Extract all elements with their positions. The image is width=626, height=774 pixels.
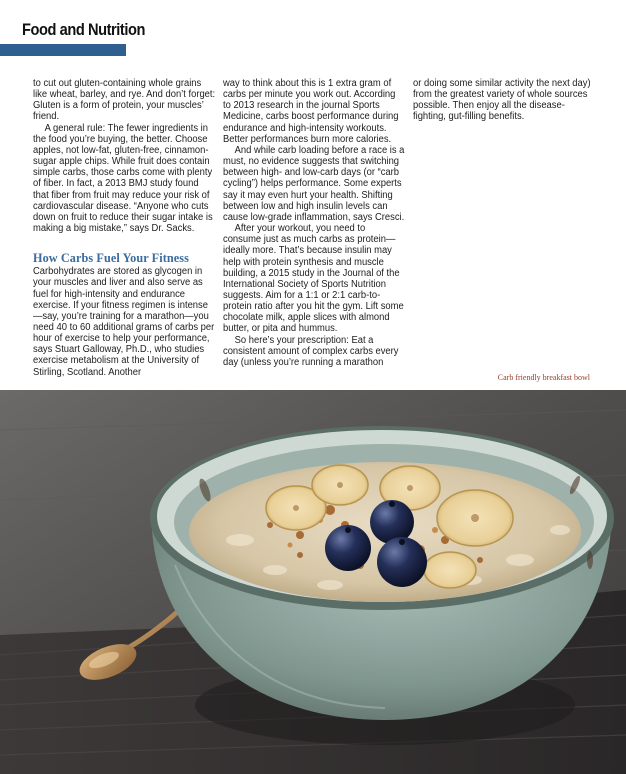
paragraph: And while carb loading before a race is a must, no evidence suggests that switching between high- and low-carb days (or “carb cycling”) helps performance. Some experts say it may even hurt your health. Shifting between low and high insulin levels can cause low-grade inflammation, says Cresci. (223, 144, 405, 223)
photo-caption: Carb friendly breakfast bowl (497, 373, 590, 382)
paragraph: After your workout, you need to consume just as much carbs as protein—ideally more. That’s because insulin may help with protein synthesis and muscle building, a 2015 study in the Journal of the International Society of Sports Nutrition suggests. Aim for a 1:1 or 2:1 carb-to-protein ratio after you hit the gym. Lift some chocolate milk, apple slices with almond butter, or pita and hummus. (223, 223, 404, 335)
paragraph: So here’s your prescription: Eat a consistent amount of complex carbs every day (unless you’re running a marathon (223, 334, 399, 368)
paragraph: way to think about this is 1 extra gram of carbs per minute you work out. According to 2013 research in the journal Sports Medicine, carbs boost performance during endurance and high-intensity workouts. Better performances burn more calories. (223, 78, 399, 145)
paragraph: A general rule: The fewer ingredients in the food you’re buying, the better. Choose apples, not low-fat, gluten-free, cinnamon-sugar apple chips. While fruit does contain simple carbs, those carbs come with plenty of fiber. In fact, a 2013 BMJ study found that fiber from fruit may reduce your risk of cardiovascular disease. “Anyone who cuts down on fruit to reduce their sugar intake is making a big mistake,” says Dr. Sacks. (33, 122, 213, 235)
article-subhead: How Carbs Fuel Your Fitness (33, 251, 190, 266)
article-column-2 (223, 78, 405, 368)
paragraph: to cut out gluten-containing whole grains like wheat, barley, and rye. And don’t forget: Gluten is a form of protein, your muscles’ friend. (33, 78, 216, 123)
article-column-1 (33, 78, 215, 378)
paragraph: or doing some similar activity the next day) from the greatest variety of whole sources possible. Then enjoy all the disease-fighting, gut-filling benefits. (413, 78, 591, 123)
article-column-3 (413, 78, 595, 123)
paragraph: Carbohydrates are stored as glycogen in your muscles and liver and also serve as fuel for high-intensity and endurance exercise. If your fitness regimen is intense—say, you’re training for a marathon—you need 40 to 60 additional grams of carbs per hour of exercise to help your performance, says Stuart Galloway, Ph.D., who studies exercise metabolism at the University of Stirling, Scotland. Another (33, 266, 215, 378)
section-title: Food and Nutrition (22, 20, 146, 39)
breakfast-bowl-photo (0, 390, 626, 774)
